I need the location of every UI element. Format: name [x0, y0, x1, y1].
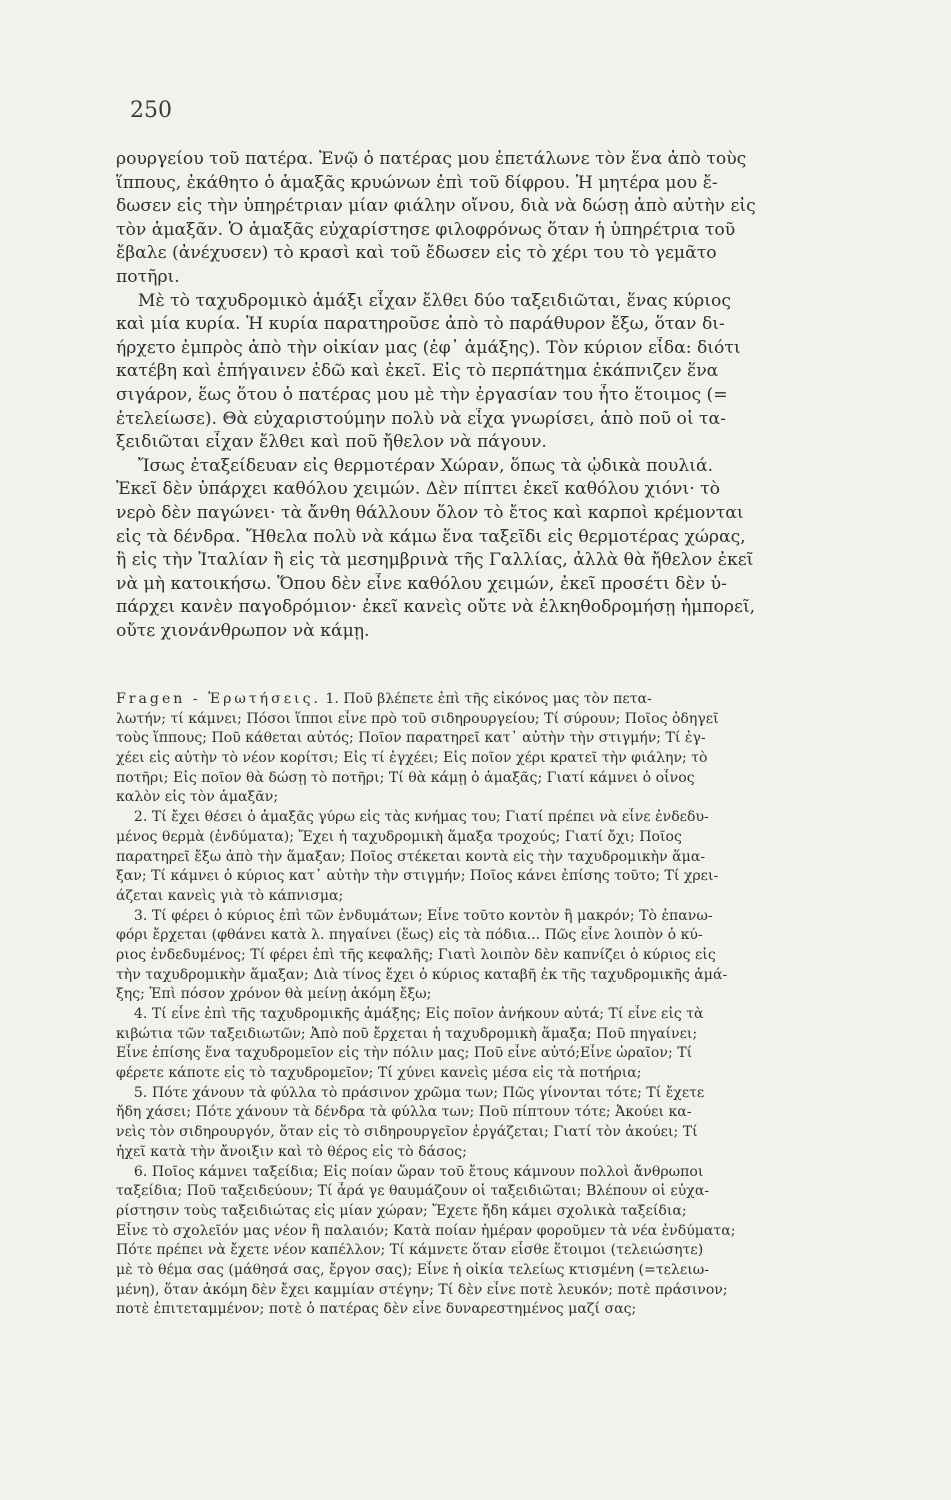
text-line: ποτῆρι.	[116, 266, 180, 287]
question-line: κιβώτια τῶν ταξειδιωτῶν; Ἀπὸ ποῦ ἔρχεται ἡ ταχυδρομικὴ ἅμαξα; Ποῦ πηγαίνει;	[116, 1025, 698, 1042]
text-line: ἢ εἰς τὴν Ἰταλίαν ἢ εἰς τὰ μεσημβρινὰ τῆς Γαλλίας, ἀλλὰ θὰ ἤθελον ἐκεῖ	[116, 550, 754, 571]
question-line: ἠχεῖ κατὰ τὴν ἄνοιξιν καὶ τὸ θέρος εἰς τὸ δάσος;	[116, 1143, 467, 1160]
text-line: δωσεν εἰς τὴν ὑπηρέτριαν μίαν φιάλην οἴνου, διὰ νὰ δώσῃ ἀπὸ αὐτὴν εἰς	[116, 196, 756, 217]
question-line: ποτὲ ἐπιτεταμμένον; ποτὲ ὁ πατέρας δὲν εἶνε δυναρεστημένος μαζί σας;	[116, 1301, 637, 1318]
question-line: ξαν; Τί κάμνει ὁ κύριος κατ᾿ αὐτὴν τὴν στιγμήν; Ποῖος κάνει ἐπίσης τοῦτο; Τί χρει-	[116, 868, 719, 885]
question-line: μένη), ὅταν ἀκόμη δὲν ἔχει καμμίαν στέγην; Τί δὲν εἶνε ποτὲ λευκόν; ποτὲ πράσινον;	[116, 1281, 728, 1298]
questions-heading: Fragen - Ἐρωτήσεις.	[116, 691, 321, 707]
text-line: ἵππους, ἐκάθητο ὁ ἁμαξᾶς κρυώνων ἐπὶ τοῦ δίφρου. Ἡ μητέρα μου ἔ-	[116, 172, 718, 193]
text-line: ξειδιῶται εἶχαν ἔλθει καὶ ποῦ ἤθελον νὰ πάγουν.	[116, 432, 547, 453]
text-line: πάρχει κανὲν παγοδρόμιον· ἐκεῖ κανεὶς οὔτε νὰ ἐλκηθοδρομήσῃ ἠμπορεῖ,	[116, 597, 756, 618]
question-line: νεὶς τὸν σιδηρουργόν, ὅταν εἰς τὸ σιδηρουργεῖον ἐργάζεται; Γιατί τὸν ἀκούει; Τί	[116, 1124, 698, 1141]
question-line: ταξείδια; Ποῦ ταξειδεύουν; Τί ἆρά γε θαυμάζουν οἱ ταξειδιῶται; Βλέπουν οἱ εὐχα-	[116, 1183, 710, 1200]
question-line: Πότε πρέπει νὰ ἔχετε νέον καπέλλον; Τί κάμνετε ὅταν εἶσθε ἕτοιμοι (τελειώσητε)	[116, 1242, 704, 1259]
question-line: φέρετε κάποτε εἰς τὸ ταχυδρομεῖον; Τί χύνει κανεὶς μέσα εἰς τὰ ποτήρια;	[116, 1065, 642, 1082]
question-line: 6. Ποῖος κάμνει ταξείδια; Εἰς ποίαν ὥραν τοῦ ἔτους κάμνουν πολλοὶ ἄνθρωποι	[116, 1163, 704, 1180]
text-line: κατέβη καὶ ἐπήγαινεν ἐδῶ καὶ ἐκεῖ. Εἰς τὸ περπάτημα ἐκάπνιζεν ἕνα	[116, 361, 719, 382]
page-number: 250	[130, 98, 172, 123]
question-line: 2. Τί ἔχει θέσει ὁ ἁμαξᾶς γύρω εἰς τὰς κνήμας του; Γιατί πρέπει νὰ εἶνε ἐνδεδυ-	[116, 809, 709, 826]
question-line: Εἶνε ἐπίσης ἕνα ταχυδρομεῖον εἰς τὴν πόλιν μας; Ποῦ εἶνε αὐτό;Εἶνε ὡραῖον; Τί	[116, 1045, 693, 1062]
question-line: ριος ἐνδεδυμένος; Τί φέρει ἐπὶ τῆς κεφαλῆς; Γιατὶ λοιπὸν δὲν καπνίζει ὁ κύριος εἰς	[116, 946, 716, 963]
question-line: ξης; Ἐπὶ πόσον χρόνον θὰ μείνῃ ἀκόμη ἔξω;	[116, 986, 432, 1003]
question-line: φόρι ἔρχεται (φθάνει κατὰ λ. πηγαίνει (ἕως) εἰς τὰ πόδια... Πῶς εἶνε λοιπὸν ὁ κύ-	[116, 927, 703, 944]
question-line: ἤδη χάσει; Πότε χάνουν τὰ δένδρα τὰ φύλλα των; Ποῦ πίπτουν τότε; Ἀκούει κα-	[116, 1104, 692, 1121]
question-line: ποτῆρι; Εἰς ποῖον θὰ δώσῃ τὸ ποτῆρι; Τί θὰ κάμῃ ὁ ἁμαξᾶς; Γιατί κάμνει ὁ οἶνος	[116, 769, 695, 786]
question-line: τοὺς ἵππους; Ποῦ κάθεται αὐτός; Ποῖον παρατηρεῖ κατ᾿ αὐτὴν τὴν στιγμήν; Τί ἐγ-	[116, 730, 706, 747]
text-line: νὰ μὴ κατοικήσω. Ὅπου δὲν εἶνε καθόλου χειμών, ἐκεῖ προσέτι δὲν ὑ-	[116, 573, 727, 594]
question-line: άζεται κανεὶς γιὰ τὸ κάπνισμα;	[116, 887, 344, 904]
question-line: τὴν ταχυδρομικὴν ἅμαξαν; Διὰ τίνος ἔχει ὁ κύριος καταβῆ ἐκ τῆς ταχυδρομικῆς ἁμά-	[116, 966, 728, 983]
text-line: ἐτελείωσε). Θὰ εὐχαριστούμην πολὺ νὰ εἶχα γνωρίσει, ἀπὸ ποῦ οἱ τα-	[116, 408, 726, 429]
body-text	[116, 148, 844, 643]
text-line: Ἐκεῖ δὲν ὑπάρχει καθόλου χειμών. Δὲν πίπτει ἐκεῖ καθόλου χιόνι· τὸ	[116, 479, 721, 500]
text-line: ἔβαλε (ἀνέχυσεν) τὸ κρασὶ καὶ τοῦ ἔδωσεν εἰς τὸ χέρι του τὸ γεμᾶτο	[116, 243, 717, 264]
question-line: ρίστησιν τοὺς ταξειδιώτας εἰς μίαν χώραν; Ἔχετε ἤδη κάμει σχολικὰ ταξείδια;	[116, 1202, 687, 1219]
question-line: λωτήν; τί κάμνει; Πόσοι ἵπποι εἶνε πρὸ τοῦ σιδηρουργείου; Τί σύρουν; Ποῖος ὁδηγεῖ	[116, 710, 719, 727]
question-line: 3. Τί φέρει ὁ κύριος ἐπὶ τῶν ἐνδυμάτων; Εἶνε τοῦτο κοντὸν ἢ μακρόν; Τὸ ἐπανω-	[116, 907, 713, 924]
question-line: 4. Τί εἶνε ἐπὶ τῆς ταχυδρομικῆς ἁμάξης; Εἰς ποῖον ἀνήκουν αὐτά; Τί εἶνε εἰς τὰ	[116, 1006, 704, 1022]
text-line: Μὲ τὸ ταχυδρομικὸ ἁμάξι εἶχαν ἔλθει δύο ταξειδιῶται, ἕνας κύριος	[116, 290, 731, 311]
questions-first-line	[116, 690, 844, 710]
text-line: καὶ μία κυρία. Ἡ κυρία παρατηροῦσε ἀπὸ τὸ παράθυρον ἔξω, ὅταν δι-	[116, 314, 725, 335]
text-line: τὸν ἁμαξᾶν. Ὁ ἁμαξᾶς εὐχαρίστησε φιλοφρόνως ὅταν ἡ ὑπηρέτρια τοῦ	[116, 219, 736, 240]
text-line: σιγάρον, ἕως ὅτου ὁ πατέρας μου μὲ τὴν ἐργασίαν του ἦτο ἕτοιμος (=	[116, 384, 728, 405]
question-line: μένος θερμὰ (ἐνδύματα); Ἔχει ἡ ταχυδρομικὴ ἅμαξα τροχούς; Γιατί ὄχι; Ποῖος	[116, 828, 682, 845]
text-line: Ἴσως ἐταξείδευαν εἰς θερμοτέραν Χώραν, ὅπως τὰ ᾠδικὰ πουλιά.	[116, 455, 714, 476]
text-line: ήρχετο ἐμπρὸς ἀπὸ τὴν οἰκίαν μας (ἐφ᾿ ἁμάξης). Τὸν κύριον εἶδα: διότι	[116, 337, 741, 358]
question-line: 5. Πότε χάνουν τὰ φύλλα τὸ πράσινον χρῶμα των; Πῶς γίνονται τότε; Τί ἔχετε	[116, 1084, 705, 1101]
text-line: εἰς τὰ δένδρα. Ἤθελα πολὺ νὰ κάμω ἕνα ταξεῖδι εἰς θερμοτέρας χώρας,	[116, 526, 746, 547]
question-line: καλὸν εἰς τὸν ἁμαξᾶν;	[116, 789, 279, 806]
text-line: νερὸ δὲν παγώνει· τὰ ἄνθη θάλλουν ὅλον τὸ ἔτος καὶ καρποὶ κρέμονται	[116, 502, 744, 523]
question-line: Εἶνε τὸ σχολεῖόν μας νέον ἢ παλαιόν; Κατὰ ποίαν ἡμέραν φοροῦμεν τὰ νέα ἐνδύματα;	[116, 1222, 736, 1239]
question-line: μὲ τὸ θέμα σας (μάθησά σας, ἔργον σας); Εἶνε ἡ οἰκία τελείως κτισμένη (=τελειω-	[116, 1261, 709, 1278]
question-line: παρατηρεῖ ἔξω ἀπὸ τὴν ἅμαξαν; Ποῖος στέκεται κοντὰ εἰς τὴν ταχυδρομικὴν ἅμα-	[116, 848, 706, 865]
questions-first-line-text: 1. Ποῦ βλέπετε ἐπὶ τῆς εἰκόνος μας τὸν πετα-	[320, 691, 652, 707]
questions-section	[116, 690, 844, 1320]
question-line: χέει εἰς αὐτὴν τὸ νέον κορίτσι; Εἰς τί ἐγχέει; Εἰς ποῖον χέρι κρατεῖ τὴν φιάλην; τὸ	[116, 750, 708, 767]
text-line: ρουργείου τοῦ πατέρα. Ἐνῷ ὁ πατέρας μου ἐπετάλωνε τὸν ἕνα ἀπὸ τοὺς	[116, 149, 747, 169]
text-line: οὔτε χιονάνθρωπον νὰ κάμῃ.	[116, 620, 370, 641]
